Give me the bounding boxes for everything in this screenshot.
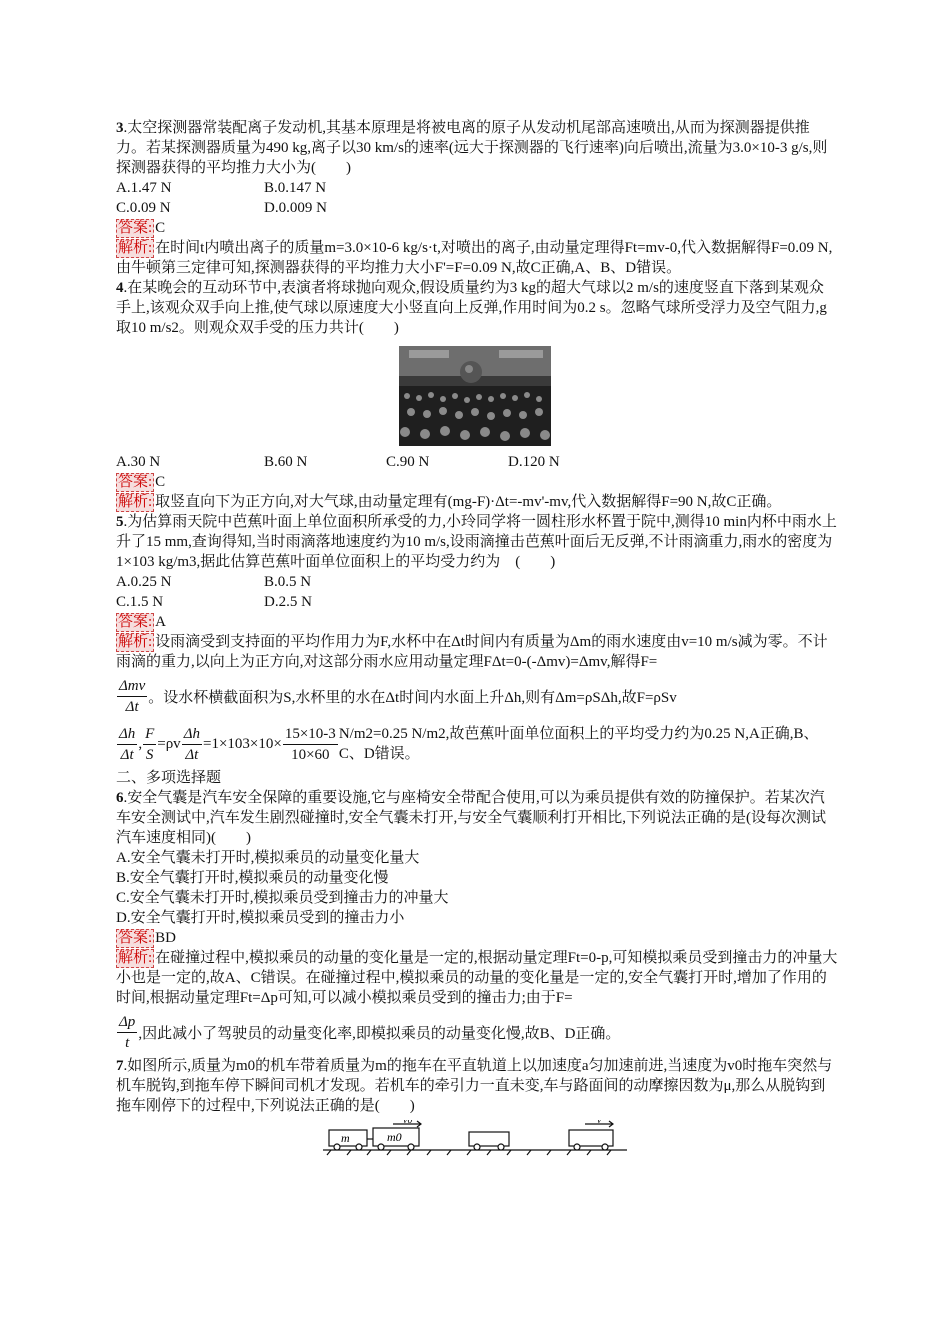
audience-balloon-photo — [399, 346, 551, 446]
numerator: 15×10-3 — [283, 724, 338, 745]
question-number: 5 — [116, 514, 124, 530]
fraction — [283, 724, 338, 765]
analysis-tag: 解析: — [118, 240, 153, 256]
fraction — [143, 724, 156, 765]
question-number: 3 — [116, 120, 124, 136]
photo-image — [399, 346, 551, 446]
question-4 — [116, 278, 838, 338]
option-b[interactable]: B.60 N — [264, 454, 308, 470]
numerator: Δh — [117, 724, 137, 745]
question-text: .安全气囊是汽车安全保障的重要设施,它与座椅安全带配合使用,可以为乘员提供有效的防撞保护。若某次汽车安全测试中,汽车发生剧烈碰撞时,安全气囊未打开,与安全气囊顺利打开相比,下列说法正确的是(设每次测试汽车速度相同)( ) — [116, 790, 827, 846]
option-a[interactable]: A.30 N — [116, 454, 161, 470]
answer — [116, 928, 838, 948]
answer — [116, 218, 838, 238]
analysis — [116, 948, 838, 1008]
worksheet-page — [116, 118, 838, 1161]
answer-value: C — [155, 220, 166, 236]
fraction — [117, 1012, 137, 1053]
fraction — [117, 676, 147, 717]
analysis-text: 取竖直向下为正方向,对大气球,由动量定理有(mg-F)·Δt=-mv'-mv,代入数据解得F=90 N,故C正确。 — [155, 494, 782, 510]
option-b[interactable]: B.安全气囊打开时,模拟乘员的动量变化慢 — [116, 870, 389, 886]
analysis-tag: 解析: — [118, 950, 153, 966]
answer — [116, 472, 838, 492]
option-d[interactable]: D.安全气囊打开时,模拟乘员受到的撞击力小 — [116, 910, 405, 926]
answer — [116, 612, 838, 632]
option-c[interactable]: C.1.5 N — [116, 594, 164, 610]
denominator: S — [145, 746, 154, 763]
numerator: F — [143, 724, 156, 745]
equation-part: =1×103×10× — [203, 735, 282, 752]
label-m0: m0 — [387, 1130, 402, 1144]
numerator: Δp — [117, 1012, 137, 1033]
options-row — [116, 178, 838, 198]
option-c[interactable]: C.安全气囊未打开时,模拟乘员受到撞击力的冲量大 — [116, 890, 449, 906]
option-d[interactable]: D.2.5 N — [264, 594, 312, 610]
denominator: Δt — [125, 698, 139, 715]
analysis-text: 在碰撞过程中,模拟乘员的动量的变化量是一定的,根据动量定理Ft=0-p,可知模拟乘员受到撞击力的冲量大小也是一定的,故A、C错误。在碰撞过程中,模拟乘员的动量的变化量是一定的,安全气囊打开时,增加了作用的时间,根据动量定理Ft=Δp可知,可以减小模拟乘员受到的撞击力;由于F= — [116, 950, 838, 1006]
comma: , — [138, 735, 143, 752]
options-row — [116, 592, 838, 612]
analysis-text: 在时间t内喷出离子的质量m=3.0×10-6 kg/s·t,对喷出的离子,由动量定理得Ft=mv-0,代入数据解得F=0.09 N,由牛顿第三定律可知,探测器获得的平均推力大小F'=F=0.09 N,故C正确,A、B、D错误。 — [116, 240, 833, 276]
question-7 — [116, 1056, 838, 1116]
numerator: Δmv — [117, 676, 147, 697]
question-text: .为估算雨天院中芭蕉叶面上单位面积所承受的力,小玲同学将一圆柱形水杯置于院中,测得10 min内杯中雨水上升了15 mm,查询得知,当时雨滴落地速度约为10 m/s,设雨滴撞击芭蕉叶面后无反弹,不计雨滴重力,雨水的密度为1×103 kg/m3,据此估算芭蕉叶面单位面积上的平均受力约为 ( ) — [116, 514, 837, 570]
answer-tag: 答案: — [118, 474, 153, 490]
denominator: Δt — [120, 746, 134, 763]
label-v: v — [597, 1120, 602, 1126]
options-row — [116, 452, 838, 472]
question-number: 6 — [116, 790, 124, 806]
numerator: Δh — [182, 724, 202, 745]
fraction — [182, 724, 202, 765]
analysis — [116, 632, 838, 672]
equation-line — [116, 720, 838, 768]
question-number: 7 — [116, 1058, 124, 1074]
options-row — [116, 198, 838, 218]
section-heading: 二、多项选择题 — [116, 770, 222, 786]
option-d[interactable]: D.0.009 N — [264, 200, 327, 216]
option-a[interactable]: A.安全气囊未打开时,模拟乘员的动量变化量大 — [116, 850, 420, 866]
option-c[interactable]: C.90 N — [386, 454, 430, 470]
option-b[interactable]: B.0.5 N — [264, 574, 312, 590]
answer-value: BD — [155, 930, 177, 946]
analysis — [116, 492, 838, 512]
train-diagram — [321, 1120, 631, 1156]
question-3 — [116, 118, 838, 178]
equation-line — [116, 1008, 838, 1056]
analysis-text: ,因此减小了驾驶员的动量变化率,即模拟乘员的动量变化慢,故B、D正确。 — [138, 1025, 621, 1042]
analysis-text: 设雨滴受到支持面的平均作用力为F,水杯中在Δt时间内有质量为Δm的雨水速度由v=10 m/s减为零。不计雨滴的重力,以向上为正方向,对这部分雨水应用动量定理FΔt=0-(-Δmv)=Δmv,解得F= — [116, 634, 828, 670]
answer-value: C — [155, 474, 166, 490]
denominator: 10×60 — [291, 746, 330, 763]
answer-tag: 答案: — [118, 930, 153, 946]
analysis-text: 。设水杯横截面积为S,水杯里的水在Δt时间内水面上升Δh,则有Δm=ρSΔh,故F=ρSv — [148, 689, 677, 706]
question-text: .如图所示,质量为m0的机车带着质量为m的拖车在平直轨道上以加速度a匀加速前进,当速度为v0时拖车突然与机车脱钩,到拖车停下瞬间司机才发现。若机车的牵引力一直未变,车与路面间的动摩擦因数为μ,那么从脱钩到拖车刚停下的过程中,下列说法正确的是( ) — [116, 1058, 833, 1114]
answer-tag: 答案: — [118, 614, 153, 630]
analysis-text: N/m2=0.25 N/m2,故芭蕉叶面单位面积上的平均受力约为0.25 N,A正确,B、C、D错误。 — [338, 726, 819, 762]
answer-value: A — [155, 614, 167, 630]
equation-line — [116, 672, 838, 720]
label-v0: v0 — [403, 1120, 413, 1126]
question-6 — [116, 788, 838, 848]
question-text: .太空探测器常装配离子发动机,其基本原理是将被电离的原子从发动机尾部高速喷出,从而为探测器提供推力。若某探测器质量为490 kg,离子以30 km/s的速率(远大于探测器的飞行速率)向后喷出,流量为3.0×10-3 g/s,则探测器获得的平均推力大小为( ) — [116, 120, 828, 176]
label-m: m — [341, 1131, 350, 1145]
denominator: Δt — [185, 746, 199, 763]
denominator: t — [125, 1034, 130, 1051]
options-row — [116, 572, 838, 592]
option-a[interactable]: A.1.47 N — [116, 180, 172, 196]
analysis-tag: 解析: — [118, 634, 153, 650]
option-b[interactable]: B.0.147 N — [264, 180, 327, 196]
option-d[interactable]: D.120 N — [508, 454, 560, 470]
locomotive-trailer-figure — [321, 1120, 838, 1161]
question-number: 4 — [116, 280, 124, 296]
equation-part: =ρv — [157, 735, 181, 752]
option-c[interactable]: C.0.09 N — [116, 200, 171, 216]
analysis-tag: 解析: — [118, 494, 153, 510]
option-a[interactable]: A.0.25 N — [116, 574, 172, 590]
fraction — [117, 724, 137, 765]
question-5 — [116, 512, 838, 572]
analysis — [116, 238, 838, 278]
answer-tag: 答案: — [118, 220, 153, 236]
question-text: .在某晚会的互动环节中,表演者将球抛向观众,假设质量约为3 kg的超大气球以2 m/s的速度竖直下落到某观众手上,该观众双手向上推,使气球以原速度大小竖直向上反弹,作用时间为0.2 s。忽略气球所受浮力及空气阻力,g取10 m/s2。则观众双手受的压力共计( ) — [116, 280, 827, 336]
